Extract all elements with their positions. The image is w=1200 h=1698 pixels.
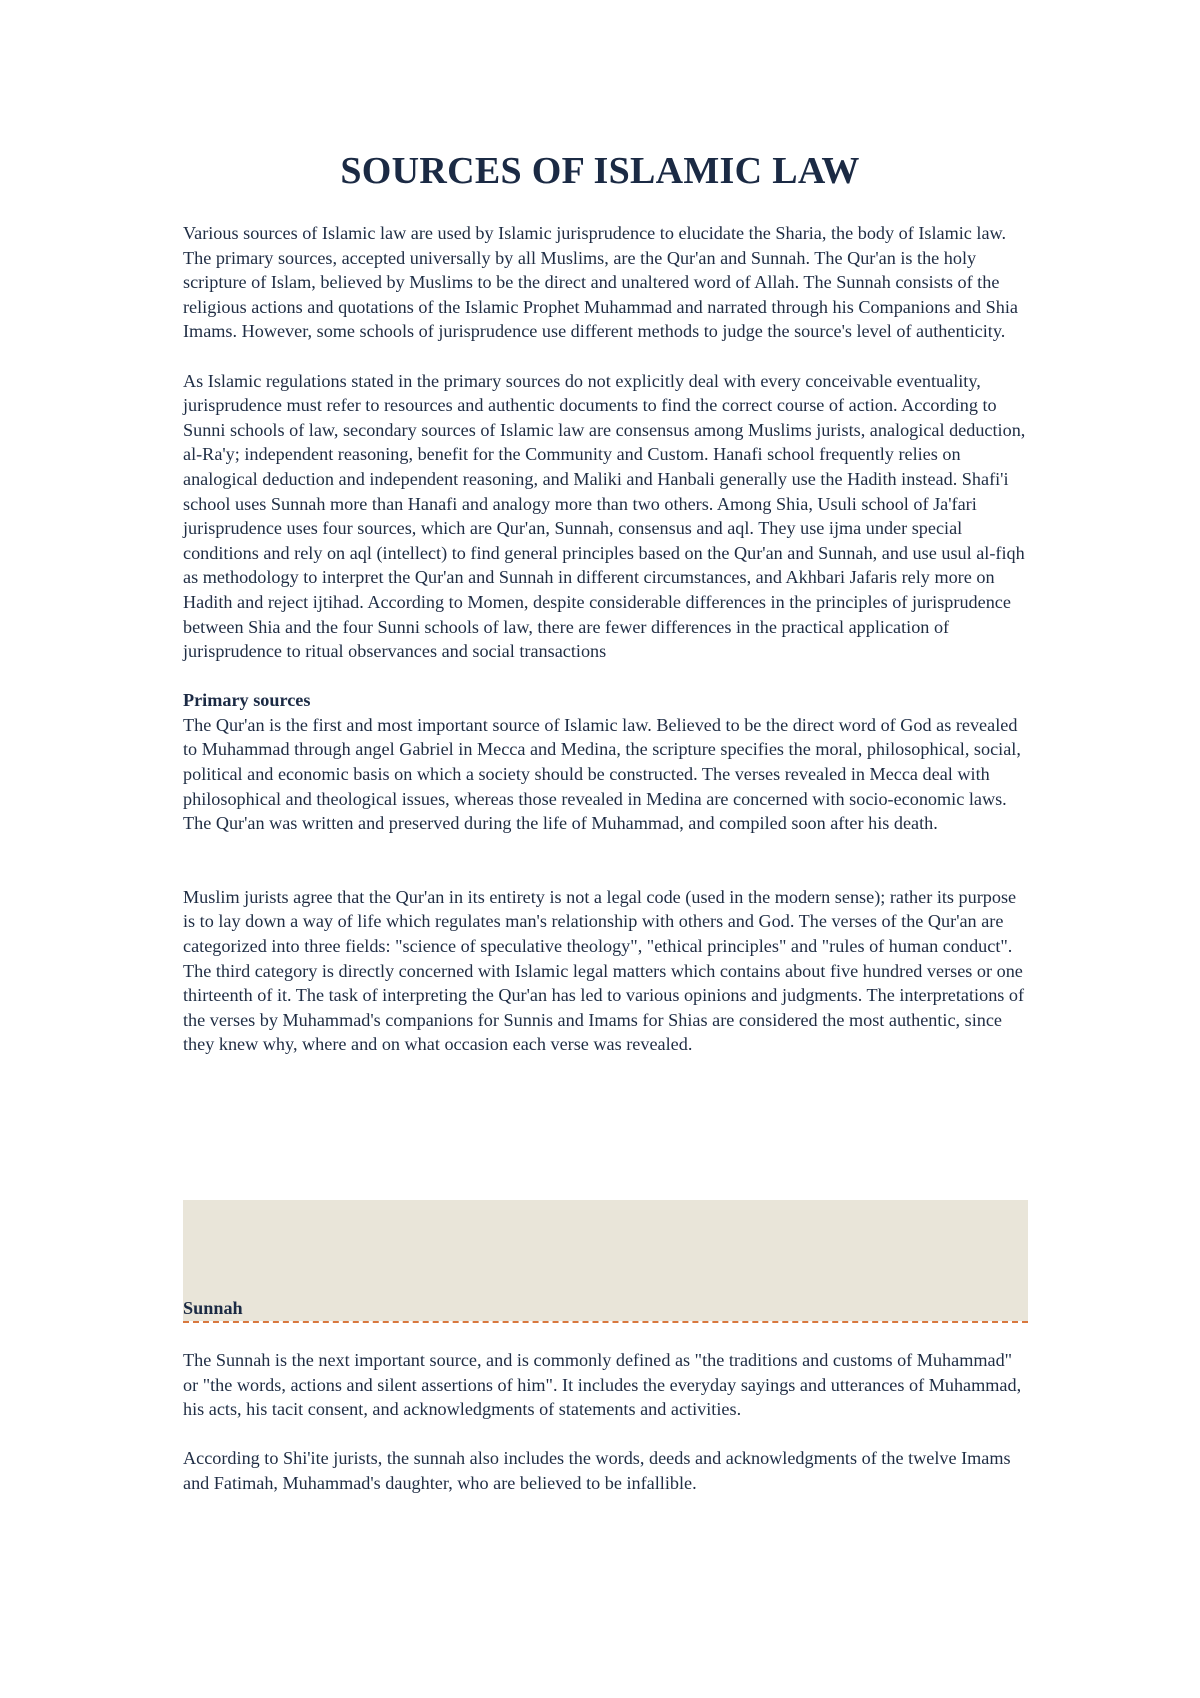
sunnah-heading: Sunnah	[183, 1298, 243, 1318]
sunnah-heading-rule	[183, 1321, 1028, 1325]
primary-sources-heading: Primary sources	[183, 690, 311, 711]
paragraph-spacer	[183, 836, 1028, 885]
sunnah-paragraph-1: The Sunnah is the next important source, and is commonly defined as "the traditions and customs of Muhammad" or "the words, actions and silent assertions of him". It includes the everyday sayings and utterances of Muhammad, his acts, his tacit consent, and acknowledgments of statements and activities.	[183, 1350, 1022, 1420]
paragraph-spacer	[183, 344, 1028, 369]
sunnah-body	[183, 1348, 1028, 1496]
sunnah-paragraph-2: According to Shi'ite jurists, the sunnah also includes the words, deeds and acknowledgments of the twelve Imams and Fatimah, Muhammad's daughter, who are believed to be infallible.	[183, 1448, 1011, 1493]
primary-paragraph-1: The Qur'an is the first and most important source of Islamic law. Believed to be the direct word of God as revealed to Muhammad through angel Gabriel in Mecca and Medina, the scripture specifies the moral, philosophical, social, political and economic basis on which a society should be constructed. The verses revealed in Mecca deal with philosophical and theological issues, whereas those revealed in Medina are concerned with socio-economic laws. The Qur'an was written and preserved during the life of Muhammad, and compiled soon after his death.	[183, 714, 1021, 834]
intro-paragraph-1: Various sources of Islamic law are used by Islamic jurisprudence to elucidate the Sharia, the body of Islamic law. The primary sources, accepted universally by all Muslims, are the Qur'an and Sunnah. The Qur'an is the holy scripture of Islam, believed by Muslims to be the direct and unaltered word of Allah. The Sunnah consists of the religious actions and quotations of the Islamic Prophet Muhammad and narrated through his Companions and Shia Imams. However, some schools of jurisprudence use different methods to judge the source's level of authenticity.	[183, 223, 1018, 342]
primary-paragraph-2: Muslim jurists agree that the Qur'an in its entirety is not a legal code (used in the modern sense); rather its purpose is to lay down a way of life which regulates man's relationship with others and God. The verses of the Qur'an are categorized into three fields: "science of speculative theology", "ethical principles" and "rules of human conduct". The third category is directly concerned with Islamic legal matters which contains about five hundred verses or one thirteenth of it. The task of interpreting the Qur'an has led to various opinions and judgments. The interpretations of the verses by Muhammad's companions for Sunnis and Imams for Shias are considered the most authentic, since they knew why, where and on what occasion each verse was revealed.	[183, 886, 1025, 1055]
intro-paragraph-2: As Islamic regulations stated in the primary sources do not explicitly deal with every conceivable eventuality, jurisprudence must refer to resources and authentic documents to find the correct course of action. According to Sunni schools of law, secondary sources of Islamic law are consensus among Muslims jurists, analogical deduction, al-Ra'y; independent reasoning, benefit for the Community and Custom. Hanafi school frequently relies on analogical deduction and independent reasoning, and Maliki and Hanbali generally use the Hadith instead. Shafi'i school uses Sunnah more than Hanafi and analogy more than two others. Among Shia, Usuli school of Ja'fari jurisprudence uses four sources, which are Qur'an, Sunnah, consensus and aql. They use ijma under special conditions and rely on aql (intellect) to find general principles based on the Qur'an and Sunnah, and use usul al-fiqh as methodology to interpret the Qur'an and Sunnah in different circumstances, and Akhbari Jafaris rely more on Hadith and reject ijtihad. According to Momen, despite considerable differences in the principles of jurisprudence between Shia and the four Sunni schools of law, there are fewer differences in the practical application of jurisprudence to ritual observances and social transactions	[183, 370, 1026, 662]
document-title: SOURCES OF ISLAMIC LAW	[340, 150, 860, 192]
paragraph-spacer	[183, 664, 1028, 689]
paragraph-spacer	[183, 1422, 1028, 1447]
document-body	[183, 221, 1028, 1057]
